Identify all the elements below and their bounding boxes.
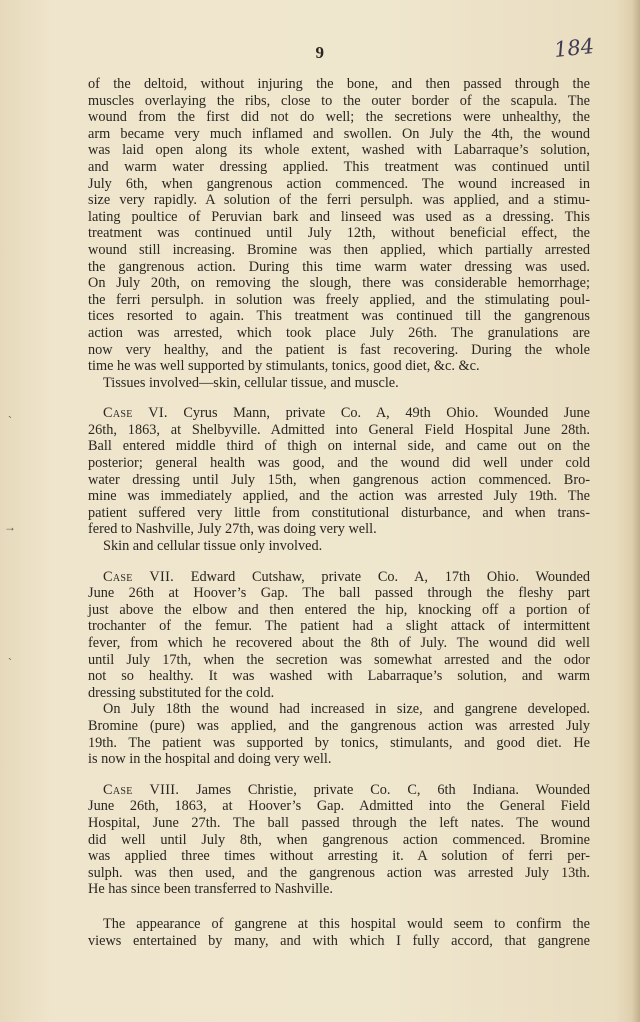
text-line: water dressing until July 15th, when gangrenous action commenced. Bro- [88,471,590,488]
text-line: patient suffered very little from constitutional disturbance, and when trans- [88,504,590,521]
paragraph [88,375,590,392]
text-line: wound from the first did not do well; the secretions were unhealthy, the [88,109,590,126]
text-line: wound still increasing. Bromine was then applied, which partially arrested [88,241,590,258]
text-line: just above the elbow and then entered the hip, knocking off a portion of [88,601,590,618]
paragraph [88,701,590,767]
text-line: was applied three times without arresting it. A solution of ferri per- [88,848,590,865]
margin-mark: ˴ [8,650,12,664]
text-line: fered to Nashville, July 27th, was doing very well. [88,521,377,538]
text-line: muscles overlaying the ribs, close to the outer border of the scapula. The [88,92,590,109]
text-line: Bromine (pure) was applied, and the gangrenous action was arrested July [88,717,590,734]
text-line: dressing substituted for the cold. [88,684,275,701]
text-line: of the deltoid, without injuring the bone, and then passed through the [88,76,590,92]
paragraph-gap [88,898,590,916]
text-line: June 26th, 1863, at Hoover’s Gap. Admitted into the General Field [88,798,590,815]
text-line: sulph. was then used, and the gangrenous action was arrested July 13th. [88,864,590,881]
handwritten-page-number: 184 [552,33,596,63]
text-line: size very rapidly. A solution of the ferri persulph. was applied, and a stimu- [88,192,590,209]
text-line: July 6th, when gangrenous action commenced. The wound increased in [88,175,590,192]
text-line: The appearance of gangrene at this hospital would seem to confirm the [103,915,590,932]
paragraph [88,76,590,375]
text-line: action was arrested, which took place July 26th. The granulations are [88,324,590,341]
text-line: fever, from which he recovered about the 8th of July. The wound did well [88,635,590,651]
case-vi [88,405,590,538]
paragraph-gap [88,555,590,569]
text-line: arm became very much inflamed and swollen. On July the 4th, the wound [88,125,590,142]
text-line: On July 20th, on removing the slough, there was considerable hemorrhage; [88,275,590,292]
text-line: Case VI. Cyrus Mann, private Co. A, 49th Ohio. Wounded June [103,405,590,422]
case-heading: Case VII. [103,568,175,585]
text-line: time he was well supported by stimulants, tonics, good diet, &c. &c. [88,358,480,375]
text-line: posterior; general health was good, and the wound did well under cold [88,455,590,472]
paragraph-gap [88,768,590,782]
text-line: treatment was continued until July 12th, without beneficial effect, the [88,225,590,242]
text-line: trochanter of the femur. The patient had a slight attack of intermittent [88,618,590,635]
text-line: Skin and cellular tissue only involved. [103,538,323,555]
text-line: 26th, 1863, at Shelbyville. Admitted into General Field Hospital June 28th. [88,421,590,438]
text-line: the gangrenous action. During this time warm water dressing was used. [88,258,590,275]
text-line: He has since been transferred to Nashville. [88,881,333,898]
page-edge-shadow [632,0,640,1022]
text-line: Tissues involved—skin, cellular tissue, and muscle. [103,374,399,391]
case-heading: Case VIII. [103,781,180,798]
case-viii [88,782,590,898]
text-line: June 26th at Hoover’s Gap. The ball passed through the fleshy part [88,585,590,602]
text-line: and warm water dressing applied. This treatment was continued until [88,158,590,175]
text-line: Ball entered middle third of thigh on internal side, and came out on the [88,438,590,455]
margin-mark: → [4,520,16,534]
text-line: now very healthy, and the patient is fast recovering. During the whole [88,341,590,358]
paragraph-gap [88,391,590,405]
page-number: 9 [315,43,325,62]
text-line: Case VIII. James Christie, private Co. C, 6th Indiana. Wounded [103,781,590,798]
text-line: On July 18th the wound had increased in size, and gangrene developed. [103,701,590,718]
text-line: the ferri persulph. in solution was freely applied, and the stimulating poul- [88,291,590,308]
margin-mark: ˴ [8,408,12,422]
text-line: 19th. The patient was supported by tonics, stimulants, and good diet. He [88,734,590,751]
text-line: Case VII. Edward Cutshaw, private Co. A, 17th Ohio. Wounded [103,568,590,585]
text-line: is now in the hospital and doing very well. [88,751,332,768]
case-heading: Case VI. [103,405,168,422]
text-line: Hospital, June 27th. The ball passed through the left nates. The wound [88,814,590,831]
text-line: did well until July 8th, when gangrenous action commenced. Bromine [88,831,590,848]
text-line: mine was immediately applied, and the action was arrested July 19th. The [88,488,590,505]
text-line: was laid open along its whole extent, washed with Labarraque’s solution, [88,142,590,159]
case-vii [88,569,590,702]
text-line: not so healthy. It was washed with Labarraque’s solution, and warm [88,668,590,685]
text-line: until July 17th, when the secretion was somewhat arrested and the odor [88,651,590,668]
paragraph [88,538,590,555]
paragraph [88,916,590,949]
text-line: lating poultice of Peruvian bark and linseed was used as a dressing. This [88,208,590,225]
text-line: tices resorted to again. This treatment was continued till the gangrenous [88,308,590,325]
text-line: views entertained by many, and with which I fully accord, that gangrene [88,932,590,949]
body-text [88,76,590,949]
